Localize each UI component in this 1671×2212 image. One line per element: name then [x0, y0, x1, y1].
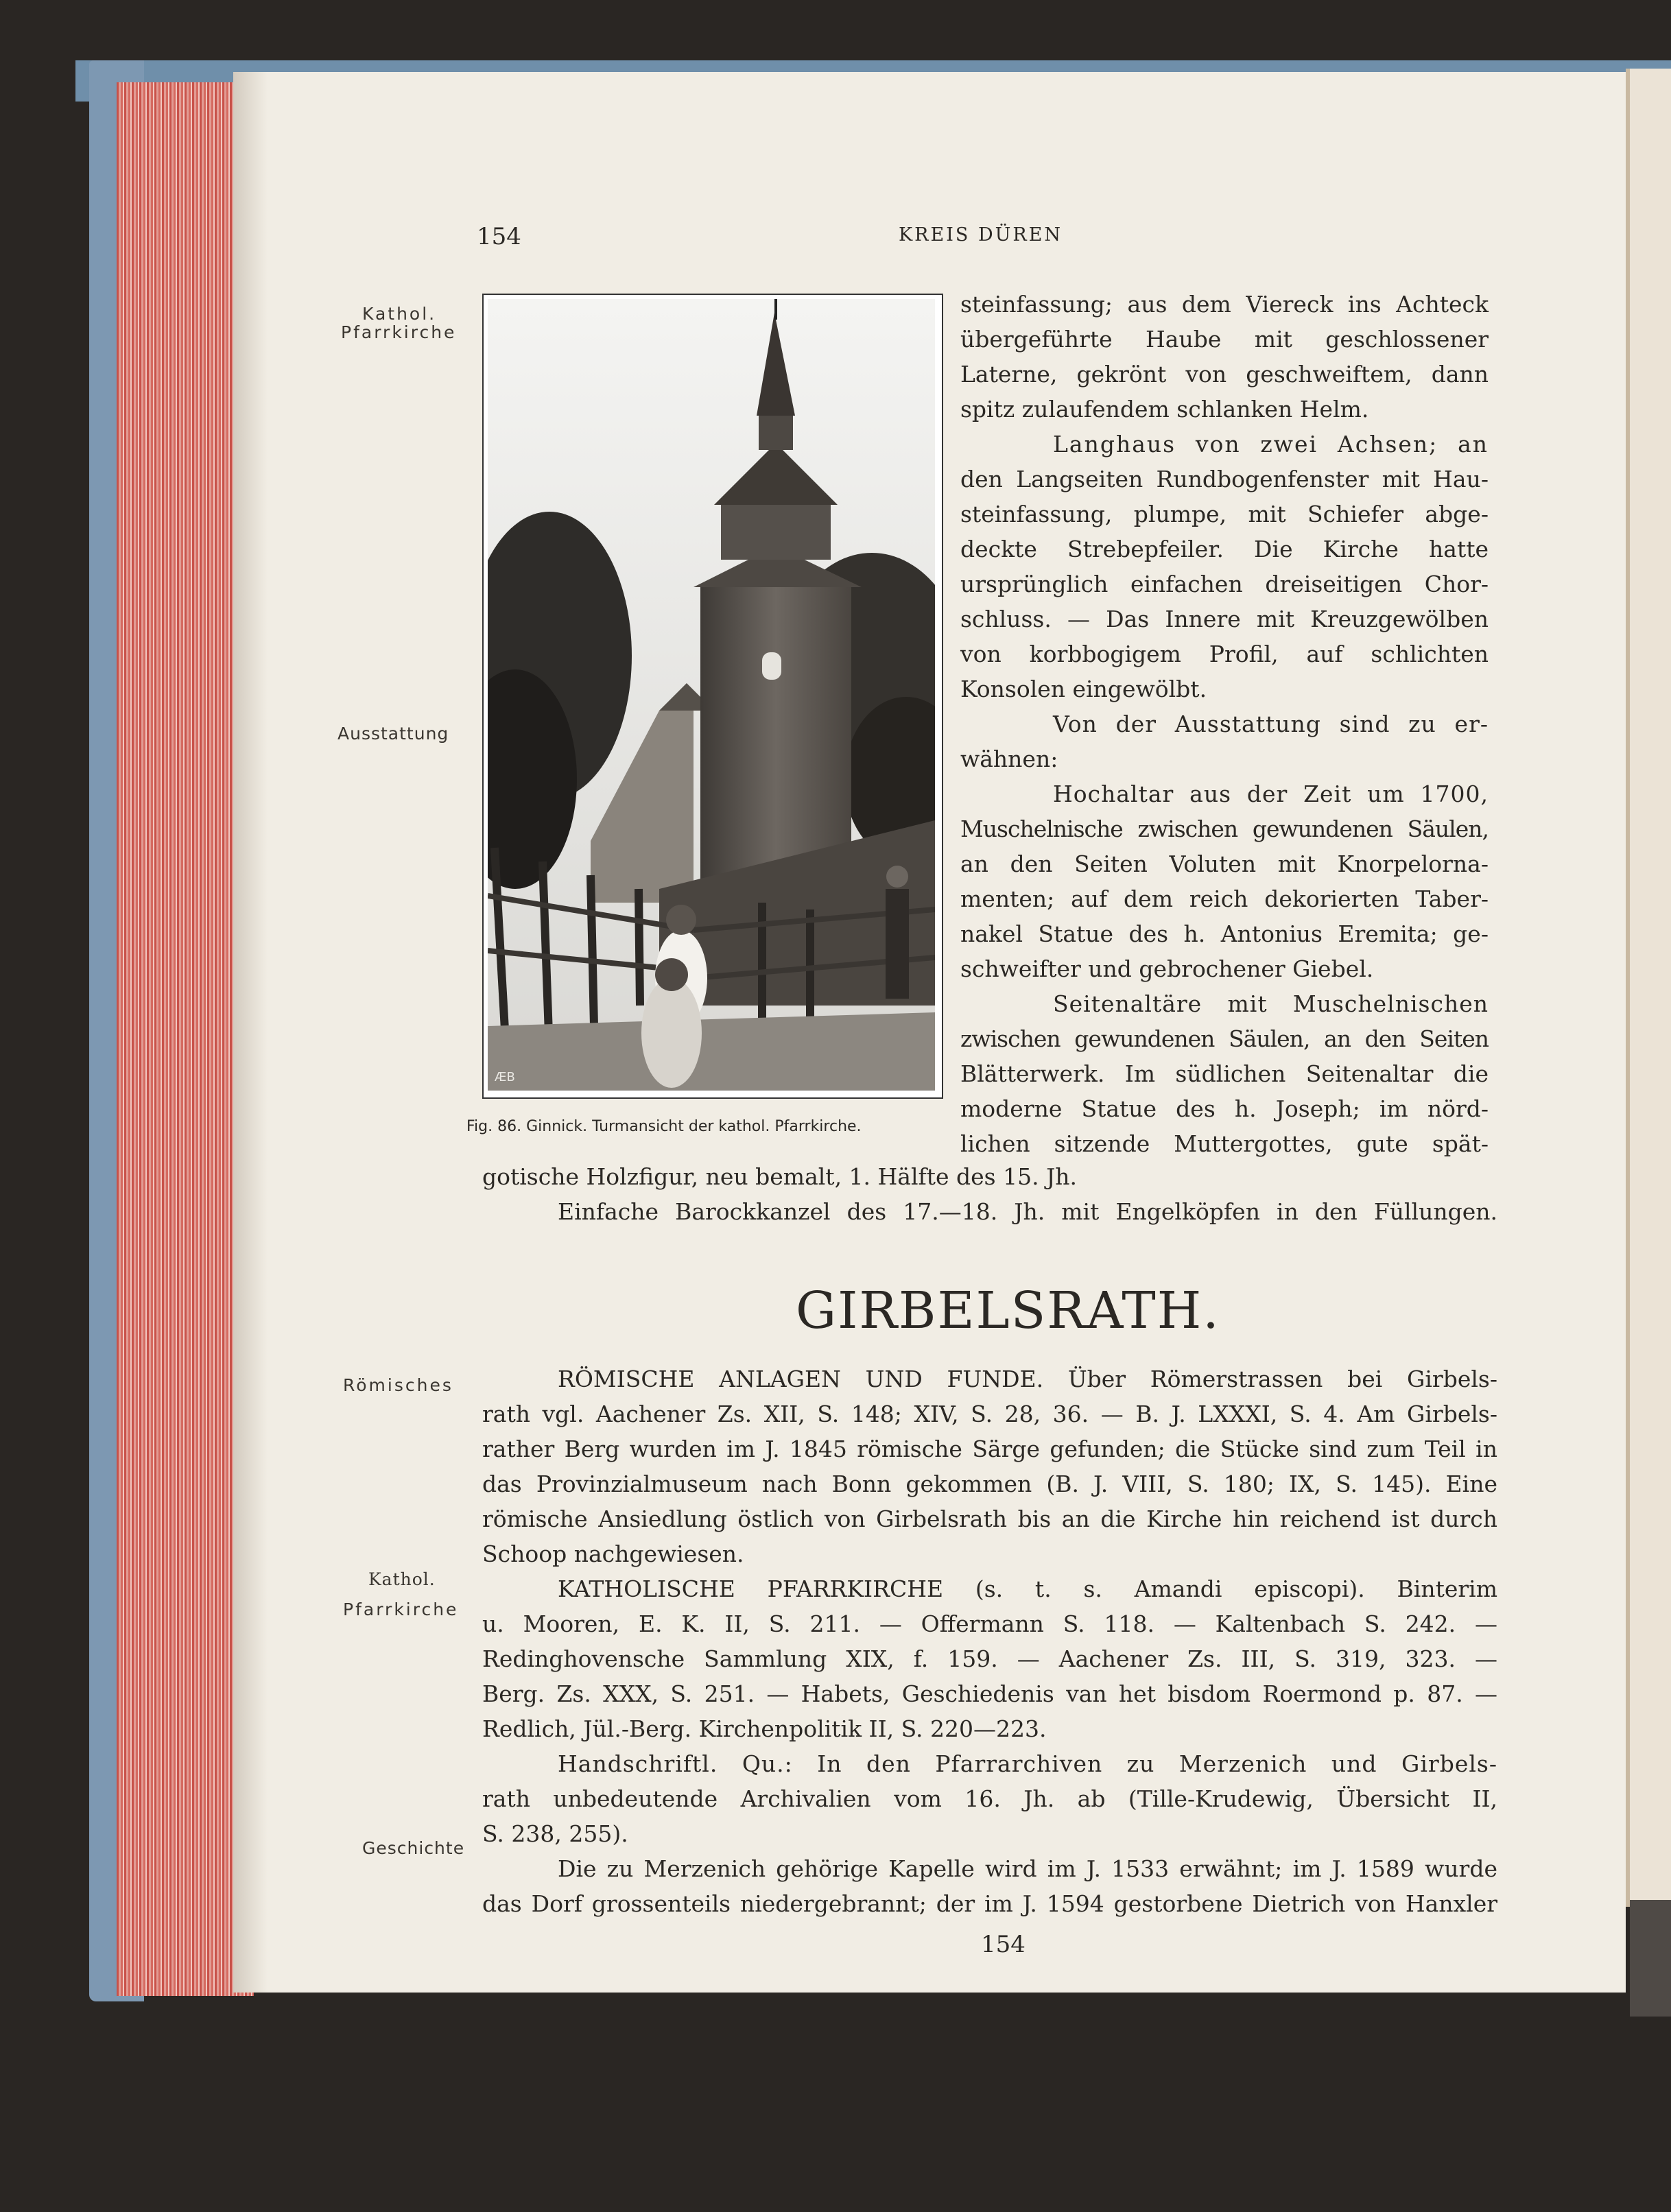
text-line: Hochaltar aus der Zeit um 1700, [1053, 781, 1489, 807]
text-line: das Dorf grossenteils niedergebrannt; der im J. 1594 gestorbene Dietrich von Hanxler [482, 1890, 1497, 1917]
geschichte-paragraph [482, 1851, 1497, 1921]
text-line: Von der Ausstattung sind zu er- [1053, 711, 1489, 737]
text-line: moderne Statue des h. Joseph; im nörd- [960, 1095, 1489, 1122]
text-line: rather Berg wurden im J. 1845 römische Särge gefunden; die Stücke sind zum Teil in [482, 1436, 1497, 1462]
text-line: KATHOLISCHE PFARRKIRCHE (s. t. s. Amandi episcopi). Binterim [558, 1575, 1497, 1602]
gutter-shadow [233, 72, 268, 1993]
text-line: Laterne, gekrönt von geschweiftem, dann [960, 361, 1489, 388]
text-line: an den Seiten Voluten mit Knorpelorna- [960, 851, 1489, 877]
text-line: Redinghovensche Sammlung XIX, f. 159. — Aachener Zs. III, S. 319, 323. — [482, 1645, 1497, 1672]
church-tower-photo [488, 299, 935, 1091]
margin-note-ausstattung: Ausstattung [337, 724, 449, 744]
facing-page-edge [1626, 69, 1671, 1907]
text-line: das Provinzialmuseum nach Bonn gekommen (B. J. VIII, S. 180; IX, S. 145). Eine [482, 1471, 1497, 1497]
text-line: rath vgl. Aachener Zs. XII, S. 148; XIV, S. 28, 36. — B. J. LXXXI, S. 4. Am Girbels- [482, 1401, 1497, 1427]
right-column-text [960, 287, 1489, 1161]
text-line: schweifter und gebrochener Giebel. [960, 955, 1374, 982]
page-number-top: 154 [477, 223, 521, 250]
margin-note-geschichte: Geschichte [362, 1838, 465, 1858]
text-line: steinfassung; aus dem Viereck ins Achteck [960, 291, 1489, 318]
page-number-bottom: 154 [981, 1931, 1026, 1958]
margin-note-roemisches: Römisches [343, 1375, 453, 1395]
text-line: Redlich, Jül.-Berg. Kirchenpolitik II, S. 220—223. [482, 1715, 1047, 1742]
text-line: zwischen gewundenen Säulen, an den Seiten [960, 1025, 1489, 1052]
figure-caption: Fig. 86. Ginnick. Turmansicht der kathol. Pfarrkirche. [466, 1118, 862, 1135]
pfarrkirche-paragraph [482, 1571, 1497, 1851]
text-line: spitz zulaufendem schlanken Helm. [960, 396, 1369, 423]
text-line: RÖMISCHE ANLAGEN UND FUNDE. Über Römerstrassen bei Girbels- [558, 1366, 1497, 1392]
text-line: römische Ansiedlung östlich von Girbelsrath bis an die Kirche hin reichend ist durch [482, 1506, 1497, 1532]
text-line: übergeführte Haube mit geschlossener [960, 326, 1489, 353]
text-line: ursprünglich einfachen dreiseitigen Chor- [960, 571, 1489, 597]
text-line: Einfache Barockkanzel des 17.—18. Jh. mit Engelköpfen in den Füllungen. [558, 1198, 1497, 1225]
text-line: wähnen: [960, 746, 1058, 772]
text-line: Berg. Zs. XXX, S. 251. — Habets, Geschiedenis van het bisdom Roermond p. 87. — [482, 1680, 1497, 1707]
text-line: nakel Statue des h. Antonius Eremita; ge- [960, 920, 1489, 947]
text-line: lichen sitzende Muttergottes, gute spät- [960, 1130, 1489, 1157]
roemische-paragraph [482, 1361, 1497, 1571]
text-line: Muschelnische zwischen gewundenen Säulen, [960, 816, 1489, 842]
text-line: deckte Strebepfeiler. Die Kirche hatte [960, 536, 1489, 562]
text-line: Seitenaltäre mit Muschelnischen [1053, 990, 1489, 1017]
text-line: Die zu Merzenich gehörige Kapelle wird im J. 1533 erwähnt; im J. 1589 wurde [558, 1855, 1497, 1882]
text-line: schluss. — Das Innere mit Kreuzgewölben [960, 606, 1489, 632]
text-line: S. 238, 255). [482, 1820, 628, 1847]
section-title: GIRBELSRATH. [796, 1281, 1220, 1340]
text-line: Schoop nachgewiesen. [482, 1541, 744, 1567]
margin-note-kathol: Kathol. [362, 304, 437, 324]
text-line: Blätterwerk. Im südlichen Seitenaltar die [960, 1060, 1489, 1087]
margin-note-pfarrkirche-2: Pfarrkirche [343, 1599, 459, 1619]
margin-note-pfarrkirche: Pfarrkirche [341, 322, 457, 342]
text-line: menten; auf dem reich dekorierten Taber- [960, 885, 1489, 912]
text-line: Handschriftl. Qu.: In den Pfarrarchiven zu Merzenich und Girbels- [558, 1750, 1497, 1777]
text-line: rath unbedeutende Archivalien vom 16. Jh. ab (Tille-Krudewig, Übersicht II, [482, 1785, 1497, 1812]
text-line: u. Mooren, E. K. II, S. 211. — Offermann S. 118. — Kaltenbach S. 242. — [482, 1610, 1497, 1637]
book-cover-right [1630, 1900, 1671, 2017]
running-header: KREIS DÜREN [899, 224, 1063, 246]
text-line: von korbbogigem Profil, auf schlichten [960, 641, 1489, 667]
margin-note-kathol-2: Kathol. [368, 1569, 436, 1589]
text-line: Konsolen eingewölbt. [960, 676, 1207, 702]
continuation-text [482, 1159, 1497, 1229]
text-line: steinfassung, plumpe, mit Schiefer abge- [960, 501, 1489, 527]
text-line: Langhaus von zwei Achsen; an [1053, 431, 1489, 457]
photo-monogram: ÆB [495, 1070, 515, 1084]
text-line: gotische Holzfigur, neu bemalt, 1. Hälfte des 15. Jh. [482, 1163, 1078, 1190]
text-line: den Langseiten Rundbogenfenster mit Hau- [960, 466, 1489, 492]
